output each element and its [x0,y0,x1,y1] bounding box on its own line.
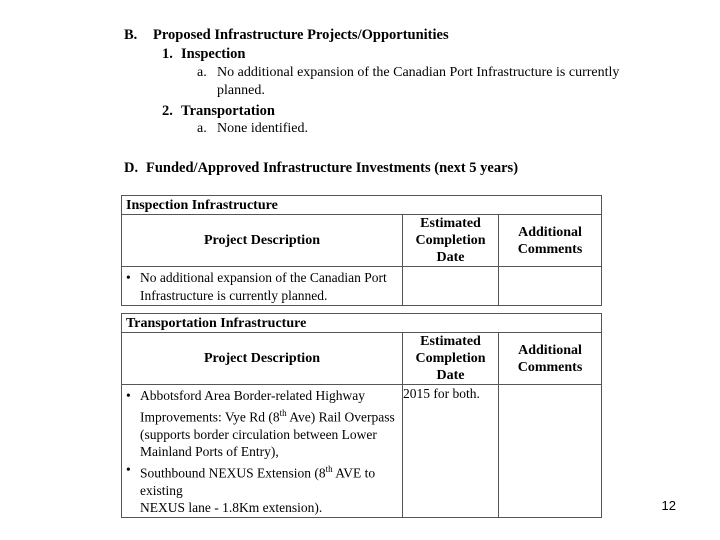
item-1a-letter: a. [197,65,207,80]
item-1a-line2: planned. [217,83,265,98]
inspection-header-project: Project Description [122,215,403,267]
inspection-table-caption: Inspection Infrastructure [122,196,602,215]
transportation-header-project: Project Description [122,333,403,385]
section-b-title: Proposed Infrastructure Projects/Opportunities [153,27,449,43]
list-item: • Southbound NEXUS Extension (8th AVE to existing NEXUS lane - 1.8Km extension). [140,461,402,517]
inspection-header-completion: Estimated Completion Date [403,215,499,267]
item-2-title: Transportation [181,103,275,119]
inspection-comments-cell [499,267,602,306]
item-1-title: Inspection [181,46,246,62]
section-b-label: B. [124,27,138,43]
transportation-header-comments: Additional Comments [499,333,602,385]
transportation-table-caption: Transportation Infrastructure [122,314,602,333]
transportation-header-completion: Estimated Completion Date [403,333,499,385]
page-number: 12 [661,498,676,513]
item-2a-letter: a. [197,121,207,136]
item-1-number: 1. [162,46,173,62]
section-d-label: D. [124,160,139,176]
inspection-project-cell [122,267,403,306]
list-item: • No additional expansion of the Canadian Port Infrastructure is currently planned. [140,269,402,304]
inspection-header-comments: Additional Comments [499,215,602,267]
transportation-completion-cell: 2015 for both. [403,385,499,518]
item-2-number: 2. [162,103,173,119]
item-2a-line1: None identified. [217,121,308,136]
transportation-comments-cell [499,385,602,518]
transportation-project-cell [122,385,403,518]
inspection-completion-cell [403,267,499,306]
inspection-table [121,195,602,306]
transportation-table [121,313,602,518]
list-item: • Abbotsford Area Border-related Highway Improvements: Vye Rd (8th Ave) Rail Overpass (supports border circulation between Lower Mainland Ports of Entry), [140,387,402,461]
section-d-title: Funded/Approved Infrastructure Investments (next 5 years) [146,160,519,176]
item-1a-line1: No additional expansion of the Canadian Port Infrastructure is currently [217,65,620,80]
